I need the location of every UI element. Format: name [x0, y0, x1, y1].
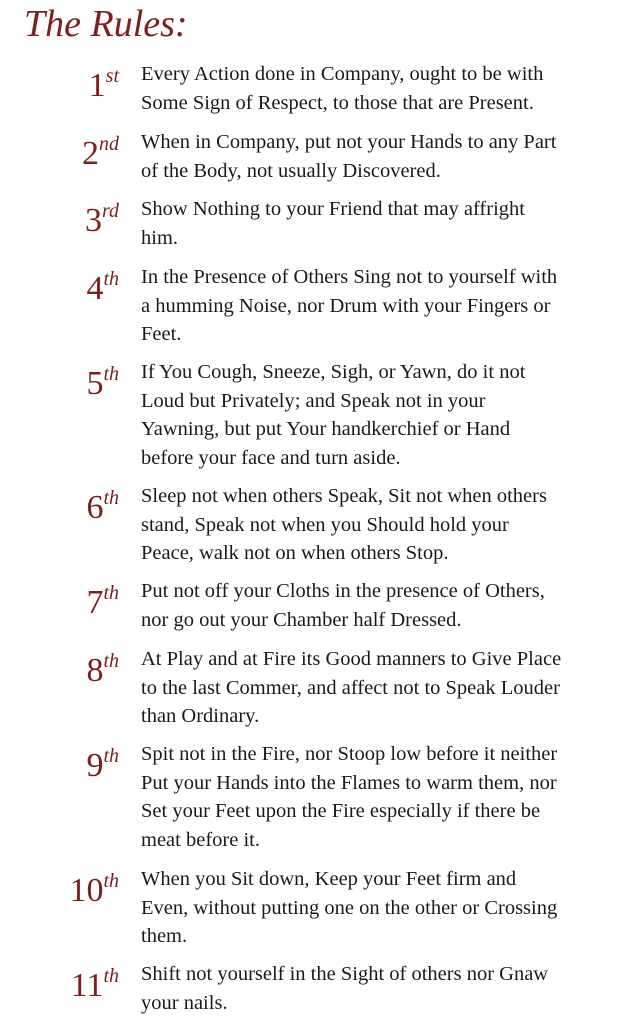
rule-number-suffix: rd: [101, 200, 119, 222]
rule-text-line: At Play and at Fire its Good manners to Give Place: [141, 648, 562, 670]
rule-text-line: of the Body, not usually Discovered.: [141, 159, 441, 182]
rule-number: [86, 651, 119, 688]
rule-number-suffix: nd: [99, 133, 119, 155]
rule-number: [71, 966, 119, 1003]
rule-text: [141, 358, 631, 472]
rule-text-line: nor go out your Chamber half Dressed.: [141, 608, 462, 631]
rule-number: [85, 201, 119, 238]
rule-text: [141, 128, 631, 185]
rule-number-suffix: st: [105, 65, 119, 87]
rule-text-line: your nails.: [141, 991, 228, 1014]
rule-text-line: before your face and turn aside.: [141, 446, 401, 469]
rule-number-suffix: th: [103, 965, 119, 987]
rule-text-line: Spit not in the Fire, nor Stoop low before it neither: [141, 743, 558, 765]
rule-text-line: stand, Speak not when you Should hold your: [141, 513, 509, 536]
page-title: The Rules:: [24, 3, 188, 45]
rule-text-line: than Ordinary.: [141, 705, 260, 727]
rule-text: [141, 195, 631, 252]
rule-text-line: When in Company, put not your Hands to any Part: [141, 131, 557, 153]
rule-number-suffix: th: [103, 870, 119, 892]
rule-number-value: 2: [82, 135, 99, 172]
rule-number-suffix: th: [103, 582, 119, 604]
rule-text-line: Put your Hands into the Flames to warm them, nor: [141, 771, 557, 794]
rule-text-line: him.: [141, 226, 179, 249]
rule-number-suffix: th: [103, 487, 119, 509]
rule-text-line: Sleep not when others Speak, Sit not when others: [141, 485, 547, 507]
rule-number-value: 8: [86, 652, 104, 689]
rule-number: [86, 364, 119, 401]
rule-text: [141, 960, 631, 1017]
rule-text: [141, 60, 631, 117]
rule-number-value: 1: [88, 67, 106, 104]
rule-text-line: Every Action done in Company, ought to be with: [141, 63, 544, 85]
rule-number: [69, 871, 119, 908]
rule-number: [86, 269, 119, 306]
rule-text: [141, 482, 631, 568]
rule-number-value: 4: [86, 270, 104, 307]
rule-number: [86, 488, 119, 525]
rule-number-value: 9: [86, 747, 104, 784]
rule-text: [141, 865, 631, 951]
rule-number-suffix: th: [103, 745, 119, 767]
rule-text-line: Peace, walk not on when others Stop.: [141, 542, 449, 564]
rule-text-line: If You Cough, Sneeze, Sigh, or Yawn, do it not: [141, 361, 526, 383]
rule-number-suffix: th: [103, 268, 119, 290]
rule-text: [141, 645, 631, 731]
rule-number: [82, 134, 119, 171]
rule-text-line: a humming Noise, nor Drum with your Fingers or: [141, 294, 551, 317]
rule-text-line: In the Presence of Others Sing not to yourself with: [141, 266, 558, 288]
rule-number-value: 7: [86, 584, 104, 621]
rule-number: [89, 66, 119, 103]
rule-number-value: 3: [84, 202, 102, 239]
rule-text-line: them.: [141, 925, 188, 947]
rule-number-value: 10: [69, 872, 104, 909]
rule-number-suffix: th: [103, 650, 119, 672]
rule-text: [141, 263, 631, 349]
rule-text-line: to the last Commer, and affect not to Speak Louder: [141, 676, 560, 699]
rule-number: [86, 583, 119, 620]
rule-text: [141, 577, 631, 634]
rule-number-value: 6: [86, 489, 104, 526]
rule-number-value: 11: [70, 967, 104, 1004]
rule-text-line: Some Sign of Respect, to those that are Present.: [141, 91, 534, 114]
rule-text-line: Put not off your Cloths in the presence of Others,: [141, 580, 545, 602]
rule-text-line: Feet.: [141, 323, 182, 345]
rule-number: [86, 746, 119, 783]
rule-number-suffix: th: [103, 363, 119, 385]
rule-text-line: When you Sit down, Keep your Feet firm and: [141, 868, 517, 890]
rule-text-line: meat before it.: [141, 828, 260, 851]
rule-text-line: Show Nothing to your Friend that may affright: [141, 198, 525, 220]
rule-text-line: Even, without putting one on the other or Crossing: [141, 896, 558, 919]
rule-text: [141, 740, 631, 854]
rule-text-line: Loud but Privately; and Speak not in your: [141, 389, 486, 412]
rule-text-line: Yawning, but put Your handkerchief or Hand: [141, 418, 511, 440]
rule-text-line: Shift not yourself in the Sight of others nor Gnaw: [141, 963, 549, 985]
rule-text-line: Set your Feet upon the Fire especially if there be: [141, 800, 541, 822]
rule-number-value: 5: [86, 365, 104, 402]
